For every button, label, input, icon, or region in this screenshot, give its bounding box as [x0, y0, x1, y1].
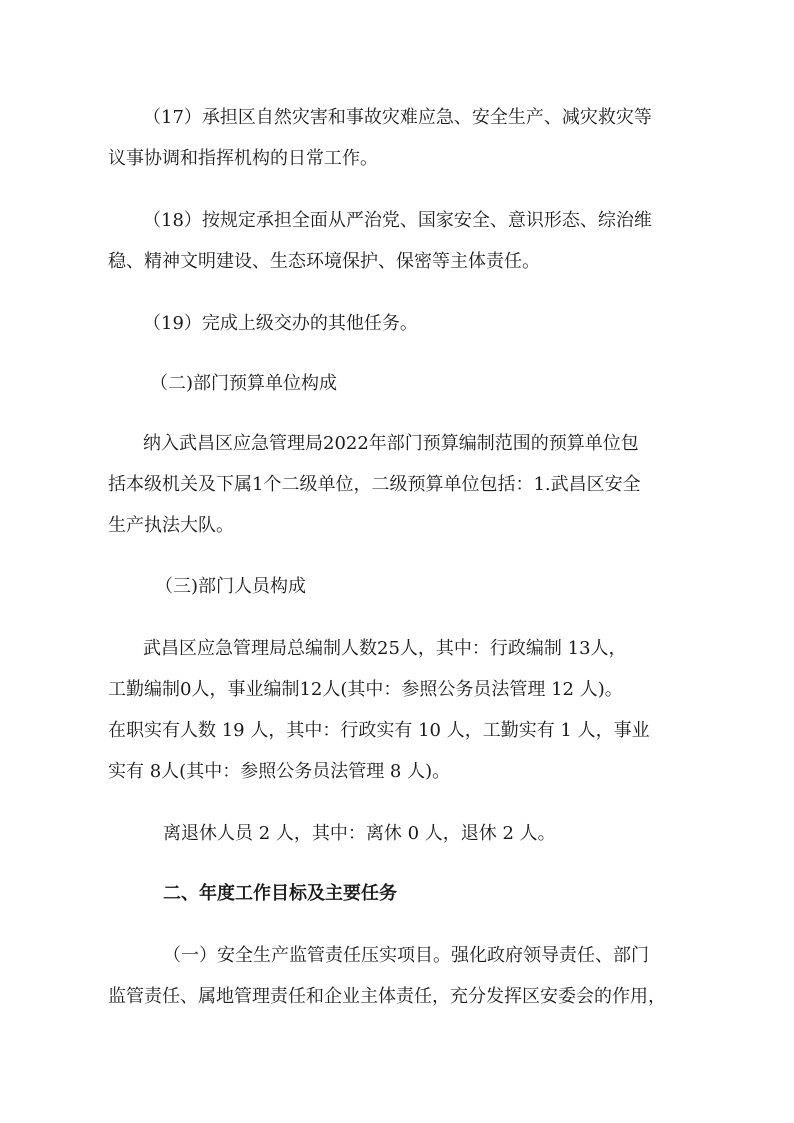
- para-units-line-2: 括本级机关及下属1个二级单位，二级预算单位包括：1.武昌区安全: [108, 474, 641, 495]
- para-18-line-1: （18）按规定承担全面从严治党、国家安全、意识形态、综治维: [143, 210, 652, 231]
- para-17-line-2: 议事协调和指挥机构的日常工作。: [108, 148, 378, 169]
- para-17-line-1: （17）承担区自然灾害和事故灾难应急、安全生产、减灾救灾等: [143, 107, 652, 128]
- section-heading-annual-goals: 二、年度工作目标及主要任务: [163, 883, 397, 904]
- para-staff-line-3: 在职实有人数 19 人，其中：行政实有 10 人，工勤实有 1 人，事业: [108, 720, 650, 741]
- para-staff-line-1: 武昌区应急管理局总编制人数25人，其中：行政编制 13人，: [143, 638, 627, 659]
- para-19-line-1: （19）完成上级交办的其他任务。: [143, 313, 418, 334]
- subheading-budget-units: （二)部门预算单位构成: [150, 373, 338, 394]
- para-retired-line-1: 离退休人员 2 人，其中：离休 0 人，退休 2 人。: [163, 823, 556, 844]
- para-units-line-3: 生产执法大队。: [108, 515, 234, 536]
- para-staff-line-2: 工勤编制0人，事业编制12人(其中：参照公务员法管理 12 人)。: [108, 679, 623, 700]
- para-task1-line-2: 监管责任、属地管理责任和企业主体责任，充分发挥区安委会的作用，: [108, 986, 666, 1007]
- para-18-line-2: 稳、精神文明建设、生态环境保护、保密等主体责任。: [108, 251, 540, 272]
- para-units-line-1: 纳入武昌区应急管理局2022年部门预算编制范围的预算单位包: [143, 433, 639, 454]
- subheading-staff: （三)部门人员构成: [155, 576, 307, 597]
- para-staff-line-4: 实有 8人(其中：参照公务员法管理 8 人)。: [108, 761, 451, 782]
- para-task1-line-1: （一）安全生产监管责任压实项目。强化政府领导责任、部门: [163, 945, 649, 966]
